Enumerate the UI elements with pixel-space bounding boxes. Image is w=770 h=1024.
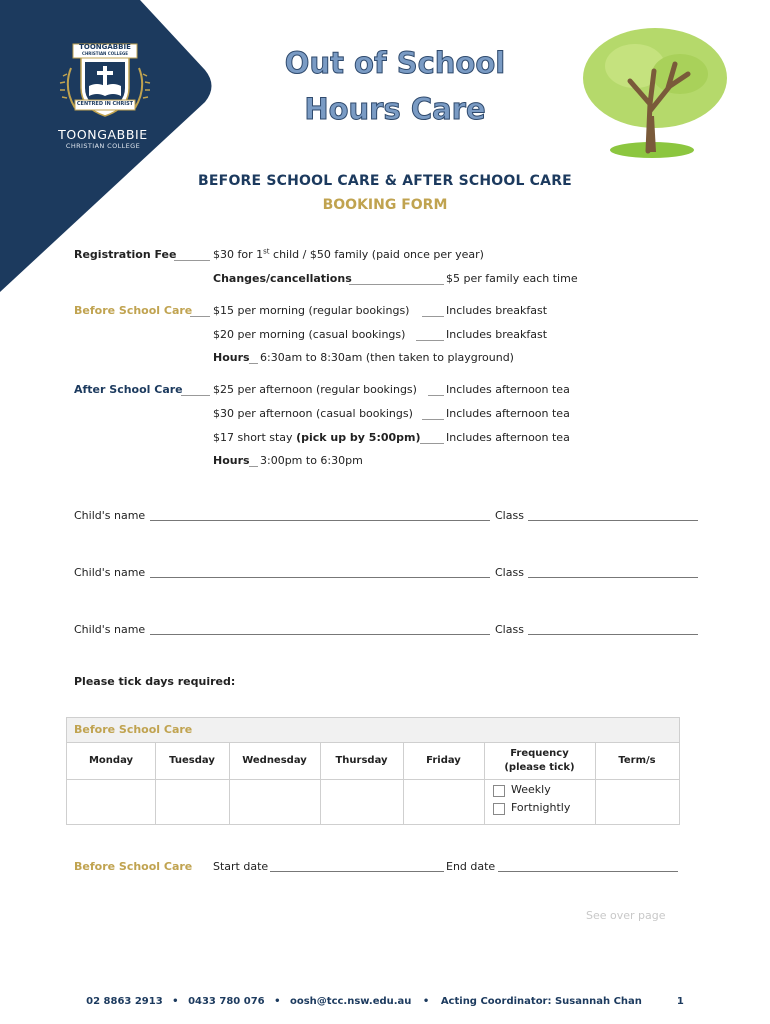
- fortnightly-checkbox[interactable]: [493, 803, 505, 815]
- days-table-title: Before School Care: [74, 723, 193, 736]
- weekly-checkbox[interactable]: [493, 785, 505, 797]
- class-input-2[interactable]: [528, 577, 698, 578]
- col-terms: Term/s: [618, 754, 656, 766]
- asc-casual-note: Includes afternoon tea: [446, 407, 570, 420]
- col-friday: Friday: [426, 754, 461, 766]
- class-label: Class: [495, 509, 524, 522]
- asc-regular: $25 per afternoon (regular bookings): [213, 383, 417, 396]
- col-wednesday: Wednesday: [242, 754, 307, 766]
- footer: 02 8863 2913 • 0433 780 076 • oosh@tcc.nsw.edu.au • Acting Coordinator: Susannah Chan 1: [86, 996, 684, 1007]
- bsc-regular: $15 per morning (regular bookings): [213, 304, 410, 317]
- col-thursday: Thursday: [335, 754, 388, 766]
- leader-line: [420, 434, 444, 444]
- college-subname: CHRISTIAN COLLEGE: [65, 142, 141, 150]
- leader-line: [422, 410, 444, 420]
- child-name-input-2[interactable]: [150, 577, 490, 578]
- page-number: 1: [676, 996, 684, 1007]
- tree-illustration: [580, 26, 730, 158]
- asc-casual: $30 per afternoon (casual bookings): [213, 407, 413, 420]
- page-title-line1: Out of School: [284, 46, 506, 80]
- asc-hours-value: 3:00pm to 6:30pm: [260, 454, 363, 467]
- registration-fee-value: $30 for 1st child / $50 family (paid once per year): [213, 247, 484, 261]
- bsc-casual: $20 per morning (casual bookings): [213, 328, 406, 341]
- child-name-label: Child's name: [74, 623, 146, 636]
- class-input-3[interactable]: [528, 634, 698, 635]
- child-name-input-3[interactable]: [150, 634, 490, 635]
- days-table-header: [67, 718, 679, 743]
- tick-days-prompt: Please tick days required:: [74, 675, 236, 688]
- child-name-label: Child's name: [74, 566, 146, 579]
- asc-regular-note: Includes afternoon tea: [446, 383, 570, 396]
- end-date-label: End date: [446, 860, 496, 873]
- end-date-input[interactable]: [498, 871, 678, 872]
- days-table: [66, 717, 680, 825]
- bsc-hours-label: Hours: [213, 351, 250, 364]
- leader-line: [428, 386, 444, 396]
- leader-line: [249, 354, 258, 364]
- col-tuesday: Tuesday: [169, 754, 215, 766]
- leader-line: [416, 331, 444, 341]
- asc-hours-label: Hours: [213, 454, 250, 467]
- bsc-casual-note: Includes breakfast: [446, 328, 548, 341]
- asc-short-stay-note: Includes afternoon tea: [446, 431, 570, 444]
- form-subheading: BOOKING FORM: [322, 197, 448, 213]
- registration-fee-label: Registration Fee: [74, 248, 177, 261]
- child-name-input-1[interactable]: [150, 520, 490, 521]
- crest-banner-sub: CHRISTIAN COLLEGE: [82, 51, 128, 56]
- see-over-note: See over page: [586, 909, 666, 922]
- leader-line: [249, 457, 258, 467]
- table-row-divider: [67, 779, 679, 780]
- asc-short-stay: $17 short stay (pick up by 5:00pm): [213, 431, 421, 444]
- bsc-regular-note: Includes breakfast: [446, 304, 548, 317]
- crest-motto: CENTRED IN CHRIST: [76, 101, 134, 107]
- dates-label: Before School Care: [74, 860, 193, 873]
- child-name-label: Child's name: [74, 509, 146, 522]
- asc-label: After School Care: [74, 383, 183, 396]
- class-label: Class: [495, 566, 524, 579]
- leader-line: [190, 307, 210, 317]
- weekly-label: Weekly: [511, 783, 551, 796]
- footer-mobile: 0433 780 076: [188, 996, 265, 1007]
- bsc-hours-value: 6:30am to 8:30am (then taken to playground): [260, 351, 514, 364]
- leader-line: [349, 275, 444, 285]
- form-heading: BEFORE SCHOOL CARE & AFTER SCHOOL CARE: [198, 173, 572, 189]
- crest-banner-title: TOONGABBIE: [79, 43, 131, 51]
- leader-line: [174, 251, 210, 261]
- col-frequency: Frequency (please tick): [504, 747, 575, 773]
- bsc-label: Before School Care: [74, 304, 193, 317]
- class-input-1[interactable]: [528, 520, 698, 521]
- start-date-label: Start date: [213, 860, 269, 873]
- crest-banner-text: [73, 44, 137, 56]
- footer-email: oosh@tcc.nsw.edu.au: [289, 996, 412, 1007]
- class-label: Class: [495, 623, 524, 636]
- footer-phone: 02 8863 2913: [86, 996, 163, 1007]
- changes-label: Changes/cancellations: [213, 272, 352, 285]
- changes-value: $5 per family each time: [446, 272, 578, 285]
- leader-line: [422, 307, 444, 317]
- page-title-line2: Hours Care: [304, 92, 486, 126]
- footer-coordinator: Acting Coordinator: Susannah Chan: [440, 996, 642, 1007]
- college-name: TOONGABBIE: [58, 127, 148, 142]
- terms-cell[interactable]: [595, 779, 679, 824]
- start-date-input[interactable]: [270, 871, 444, 872]
- col-monday: Monday: [88, 754, 134, 766]
- leader-line: [181, 386, 210, 396]
- fortnightly-label: Fortnightly: [511, 801, 571, 814]
